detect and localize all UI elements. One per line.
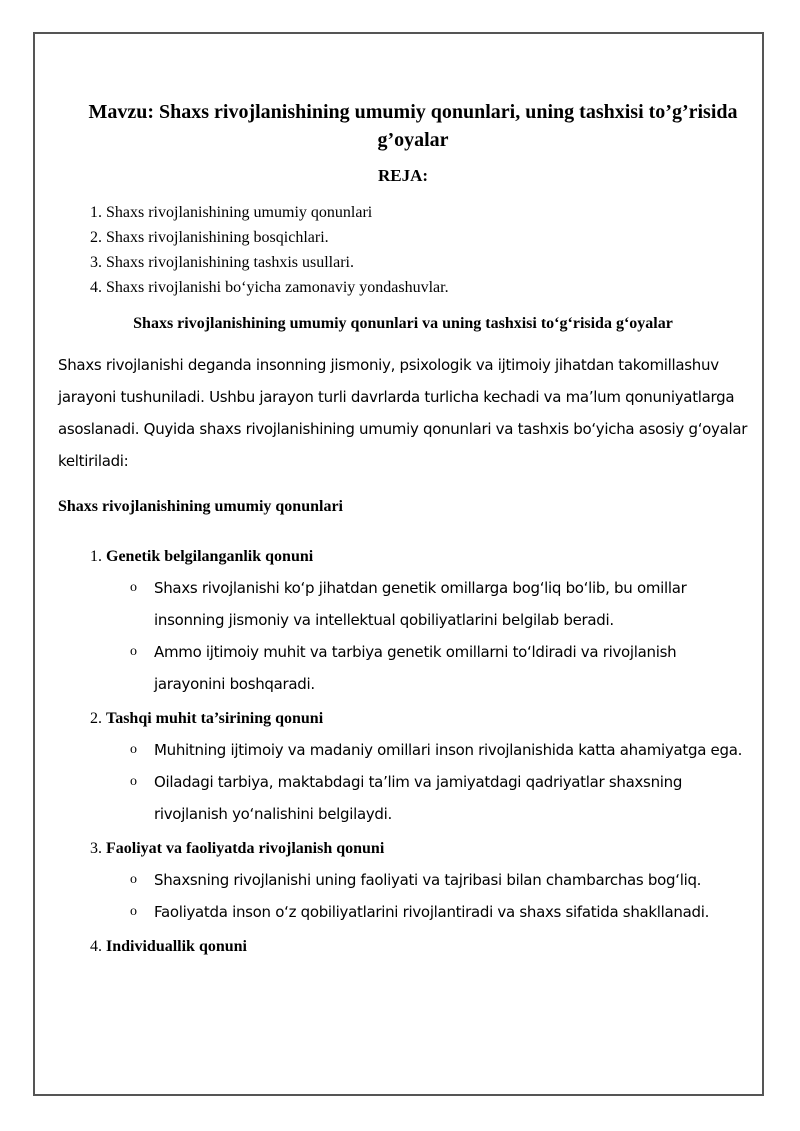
law-point-text: Shaxsning rivojlanishi uning faoliyati va tajribasi bilan chambarchas bog‘liq. <box>154 871 702 889</box>
law-points <box>106 864 748 928</box>
bullet-marker: o <box>130 644 137 659</box>
law-item <box>106 936 748 958</box>
law-title: Individuallik qonuni <box>106 938 247 955</box>
law-points <box>106 572 748 700</box>
law-title: Genetik belgilanganlik qonuni <box>106 548 314 565</box>
plan-item: 2. Shaxs rivojlanishining bosqichlari. <box>106 225 748 250</box>
bullet-marker: o <box>130 742 137 757</box>
law-title: Faoliyat va faoliyatda rivojlanish qonuni <box>106 840 385 857</box>
laws-list <box>58 546 748 958</box>
bullet-marker: o <box>130 872 137 887</box>
law-points <box>106 734 748 830</box>
law-point <box>130 896 748 928</box>
document-title: Mavzu: Shaxs rivojlanishining umumiy qonunlari, uning tashxisi to’g’risida g’oyalar <box>88 101 738 151</box>
law-item <box>106 708 748 830</box>
bullet-marker: o <box>130 774 137 789</box>
law-item <box>106 546 748 700</box>
law-point <box>130 572 748 636</box>
bullet-marker: o <box>130 904 137 919</box>
law-point-text: Muhitning ijtimoiy va madaniy omillari inson rivojlanishida katta ahamiyatga ega. <box>154 741 743 759</box>
law-point-text: Shaxs rivojlanishi ko‘p jihatdan genetik omillarga bog‘liq bo‘lib, bu omillar insonning jismoniy va intellektual qobiliyatlarini belgilab beradi. <box>154 579 687 629</box>
plan-item: 1. Shaxs rivojlanishining umumiy qonunlari <box>106 200 748 225</box>
intro-paragraph: Shaxs rivojlanishi deganda insonning jismoniy, psixologik va ijtimoiy jihatdan takomillashuv jarayoni tushuniladi. Ushbu jarayon turli davrlarda turlicha kechadi va ma’lum qonuniyatlarga asoslanadi. Quyida shaxs rivojlanishining umumiy qonunlari va tashxis bo‘yicha asosiy g‘oyalar keltiriladi: <box>58 356 748 470</box>
plan-list <box>58 200 748 300</box>
section-heading: Shaxs rivojlanishining umumiy qonunlari va uning tashxisi to‘g‘risida g‘oyalar <box>133 315 673 332</box>
law-point <box>130 636 748 700</box>
law-point-text: Ammo ijtimoiy muhit va tarbiya genetik omillarni to‘ldiradi va rivojlanish jarayonini boshqaradi. <box>154 643 677 693</box>
plan-item: 4. Shaxs rivojlanishi bo‘yicha zamonaviy yondashuvlar. <box>106 275 748 300</box>
law-point <box>130 864 748 896</box>
law-title: Tashqi muhit ta’sirining qonuni <box>106 710 324 727</box>
law-point-text: Oiladagi tarbiya, maktabdagi ta’lim va jamiyatdagi qadriyatlar shaxsning rivojlanish yo‘nalishini belgilaydi. <box>154 773 683 823</box>
law-point <box>130 766 748 830</box>
law-item <box>106 838 748 928</box>
laws-heading: Shaxs rivojlanishining umumiy qonunlari <box>58 498 343 515</box>
law-point <box>130 734 748 766</box>
bullet-marker: o <box>130 580 137 595</box>
law-point-text: Faoliyatda inson o‘z qobiliyatlarini rivojlantiradi va shaxs sifatida shakllanadi. <box>154 903 710 921</box>
plan-item: 3. Shaxs rivojlanishining tashxis usullari. <box>106 250 748 275</box>
document-body <box>58 98 748 966</box>
plan-heading: REJA: <box>377 166 429 185</box>
